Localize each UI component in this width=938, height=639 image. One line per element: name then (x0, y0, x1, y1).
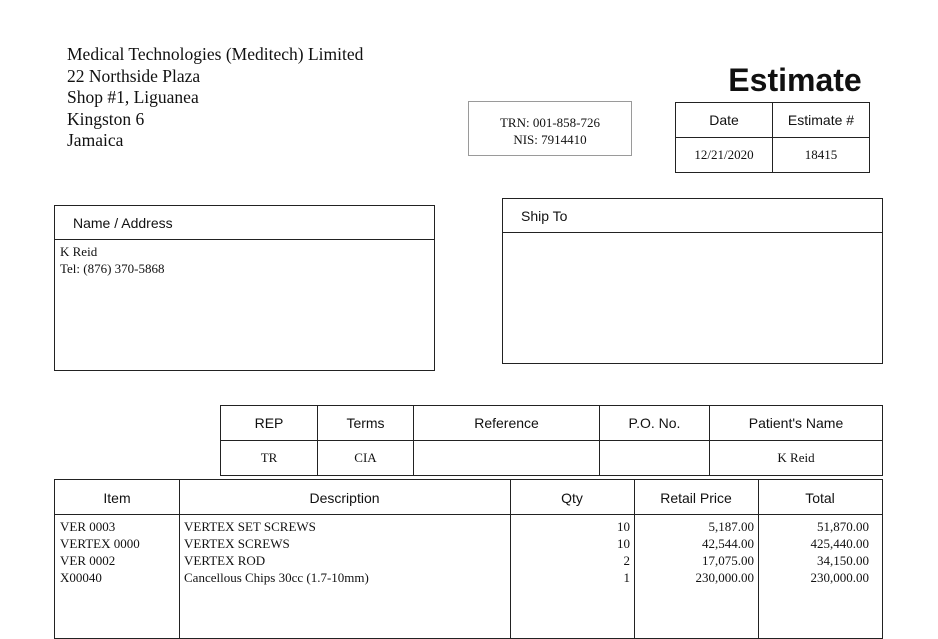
item-qty: 10 (617, 536, 630, 551)
item-price: 42,544.00 (702, 536, 754, 551)
address-line: Shop #1, Liguanea (67, 87, 199, 107)
item-total: 34,150.00 (817, 553, 869, 568)
trn-number: TRN: 001-858-726 (499, 115, 601, 130)
retail-price-header: Retail Price (660, 489, 732, 506)
rep-value: TR (221, 441, 318, 476)
item-qty: 2 (623, 553, 630, 568)
company-name: Medical Technologies (Meditech) Limited (67, 44, 364, 64)
item-total: 51,870.00 (817, 519, 869, 534)
item-price: 5,187.00 (708, 519, 754, 534)
item-code: VER 0003 (60, 519, 116, 534)
item-qty: 1 (623, 570, 630, 585)
rep-header: REP (221, 406, 318, 441)
patient-name-value: K Reid (710, 441, 883, 476)
customer-phone: Tel: (876) 370-5868 (60, 260, 165, 276)
table-row (55, 518, 882, 535)
item-code: VERTEX 0000 (60, 536, 140, 551)
item-description: VERTEX SCREWS (184, 536, 290, 551)
line-items-table (54, 479, 883, 639)
customer-name: K Reid (60, 244, 98, 259)
po-number-value (600, 441, 710, 476)
item-description: Cancellous Chips 30cc (1.7-10mm) (184, 570, 369, 585)
date-header: Date (676, 103, 773, 138)
po-number-header: P.O. No. (600, 406, 710, 441)
item-price: 17,075.00 (702, 553, 754, 568)
address-line: Jamaica (67, 130, 124, 150)
qty-header: Qty (561, 489, 583, 506)
estimate-number-value: 18415 (773, 138, 870, 173)
address-line: Kingston 6 (67, 108, 145, 129)
item-total: 425,440.00 (810, 536, 869, 551)
document-title: Estimate (728, 62, 862, 98)
tax-info-box (468, 101, 632, 156)
patient-name-header: Patient's Name (710, 406, 883, 441)
ship-to-box (502, 198, 883, 364)
item-price: 230,000.00 (695, 570, 754, 585)
rep-terms-table (220, 405, 883, 476)
estimate-number-header: Estimate # (773, 103, 870, 138)
name-address-box (54, 205, 435, 371)
table-row (55, 535, 882, 552)
item-code: VER 0002 (60, 553, 116, 568)
item-qty: 10 (617, 519, 630, 534)
terms-value: CIA (318, 441, 414, 476)
date-estimate-table (675, 102, 870, 173)
name-address-header: Name / Address (55, 206, 434, 240)
reference-header: Reference (414, 406, 600, 441)
company-address (67, 44, 363, 152)
description-header: Description (309, 489, 380, 506)
item-header: Item (103, 489, 131, 506)
table-row (55, 569, 882, 586)
total-header: Total (805, 489, 835, 506)
table-row (55, 552, 882, 569)
item-description: VERTEX SET SCREWS (184, 519, 316, 534)
address-line: 22 Northside Plaza (67, 65, 201, 86)
item-total: 230,000.00 (810, 570, 869, 585)
reference-value (414, 441, 600, 476)
item-description: VERTEX ROD (184, 553, 266, 568)
date-value: 12/21/2020 (676, 138, 773, 173)
ship-to-header: Ship To (503, 199, 882, 233)
item-code: X00040 (60, 570, 102, 585)
terms-header: Terms (318, 406, 414, 441)
nis-number: NIS: 7914410 (513, 132, 587, 147)
